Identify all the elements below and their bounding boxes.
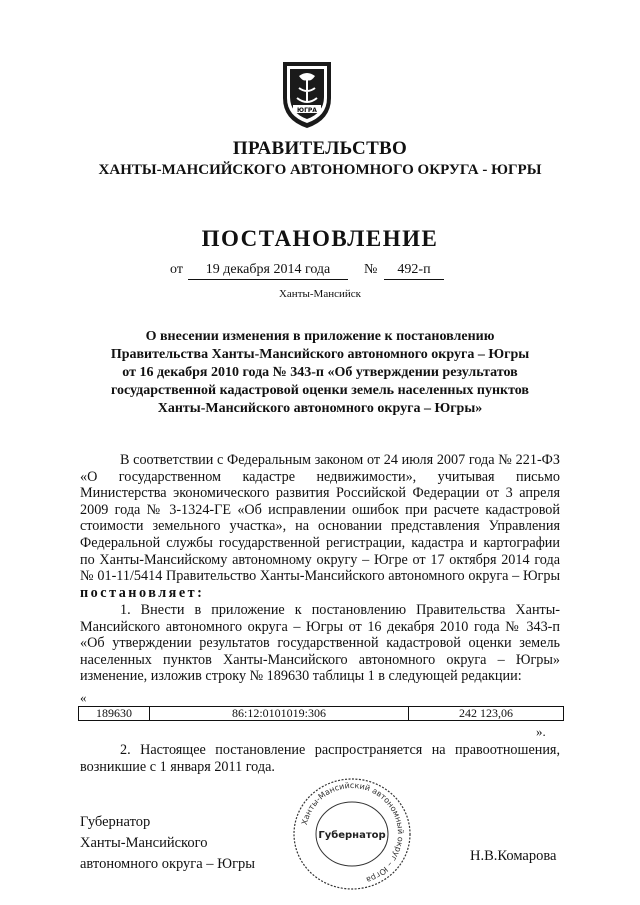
preamble-text: В соответствии с Федеральным законом от 24 июля 2007 года № 221-ФЗ «О государственном кадастре недвижимости», учитывая письмо Министерства экономического развития Российской Федерации от 3 апреля 2009 года № 3-1324-ГЕ «Об исправлении ошибок при расчете кадастровой стоимости земельного участка», на основании представления Управления Федеральной службы государственной регистрации, кадастра и картографии по Ханты-Мансийскому автономному округу – Югре от 17 октября 2014 года № 01-11/5414 Правительство Ханты-Мансийского автономного округа – Югры (80, 452, 560, 585)
table-row (79, 707, 564, 721)
government-title: ПРАВИТЕЛЬСТВО (232, 138, 408, 159)
quote-open-mark: « (80, 690, 87, 705)
city-name: Ханты-Мансийск (278, 288, 361, 300)
subject-line: от 16 декабря 2010 года № 343-п «Об утверждении результатов (122, 365, 518, 380)
region-title: ХАНТЫ-МАНСИЙСКОГО АВТОНОМНОГО ОКРУГА - ЮГРЫ (98, 162, 542, 178)
preamble-paragraph (80, 452, 560, 601)
signatory-line: Губернатор (80, 814, 151, 830)
record-table (78, 706, 564, 721)
svg-text:Ханты-Мансийский автономный ок: Ханты-Мансийский автономный округ – Югра (299, 780, 406, 885)
signatory-line: автономного округа – Югры (80, 856, 256, 872)
item-2-paragraph: 2. Настоящее постановление распространяется на правоотношения, возникшие с 1 января 2011 года. (80, 742, 560, 775)
document-type-title: ПОСТАНОВЛЕНИЕ (201, 226, 439, 251)
signatory-name: Н.В.Комарова (470, 848, 557, 864)
signatory-title (80, 812, 255, 875)
subject-line: государственной кадастровой оценки земель населенных пунктов (111, 383, 529, 398)
document-date: 19 декабря 2014 года (188, 262, 348, 280)
document-subject (80, 328, 560, 418)
subject-line: Правительства Ханты-Мансийского автономного округа – Югры (110, 347, 530, 362)
table-cell-value: 242 123,06 (409, 707, 564, 721)
item-1-paragraph: 1. Внести в приложение к постановлению Правительства Ханты-Мансийского автономного округа – Югры от 16 декабря 2010 года № 343-п «Об утверждении результатов государственной кадастровой оценки земель населенных пунктов Ханты-Мансийского автономного округа – Югры» изменение, изложив строку № 189630 таблицы 1 в следующей редакции: (80, 602, 560, 685)
subject-line: О внесении изменения в приложение к постановлению (145, 329, 495, 344)
table-cell-cadastral-number: 86:12:0101019:306 (150, 707, 409, 721)
signatory-line: Ханты-Мансийского (80, 835, 208, 851)
document-number: 492-п (384, 262, 444, 280)
number-prefix: № (364, 262, 378, 277)
table-cell-row-number: 189630 (79, 707, 150, 721)
official-seal-stamp (287, 776, 417, 892)
coat-of-arms-emblem (277, 58, 337, 130)
svg-text:ЮГРА: ЮГРА (297, 107, 317, 114)
subject-line: Ханты-Мансийского автономного округа – Югры» (157, 401, 483, 416)
decree-word: постановляет: (80, 584, 205, 601)
stamp-center-text: Губернатор (318, 830, 386, 841)
date-prefix: от (170, 262, 183, 277)
quote-close-mark: ». (536, 724, 546, 739)
